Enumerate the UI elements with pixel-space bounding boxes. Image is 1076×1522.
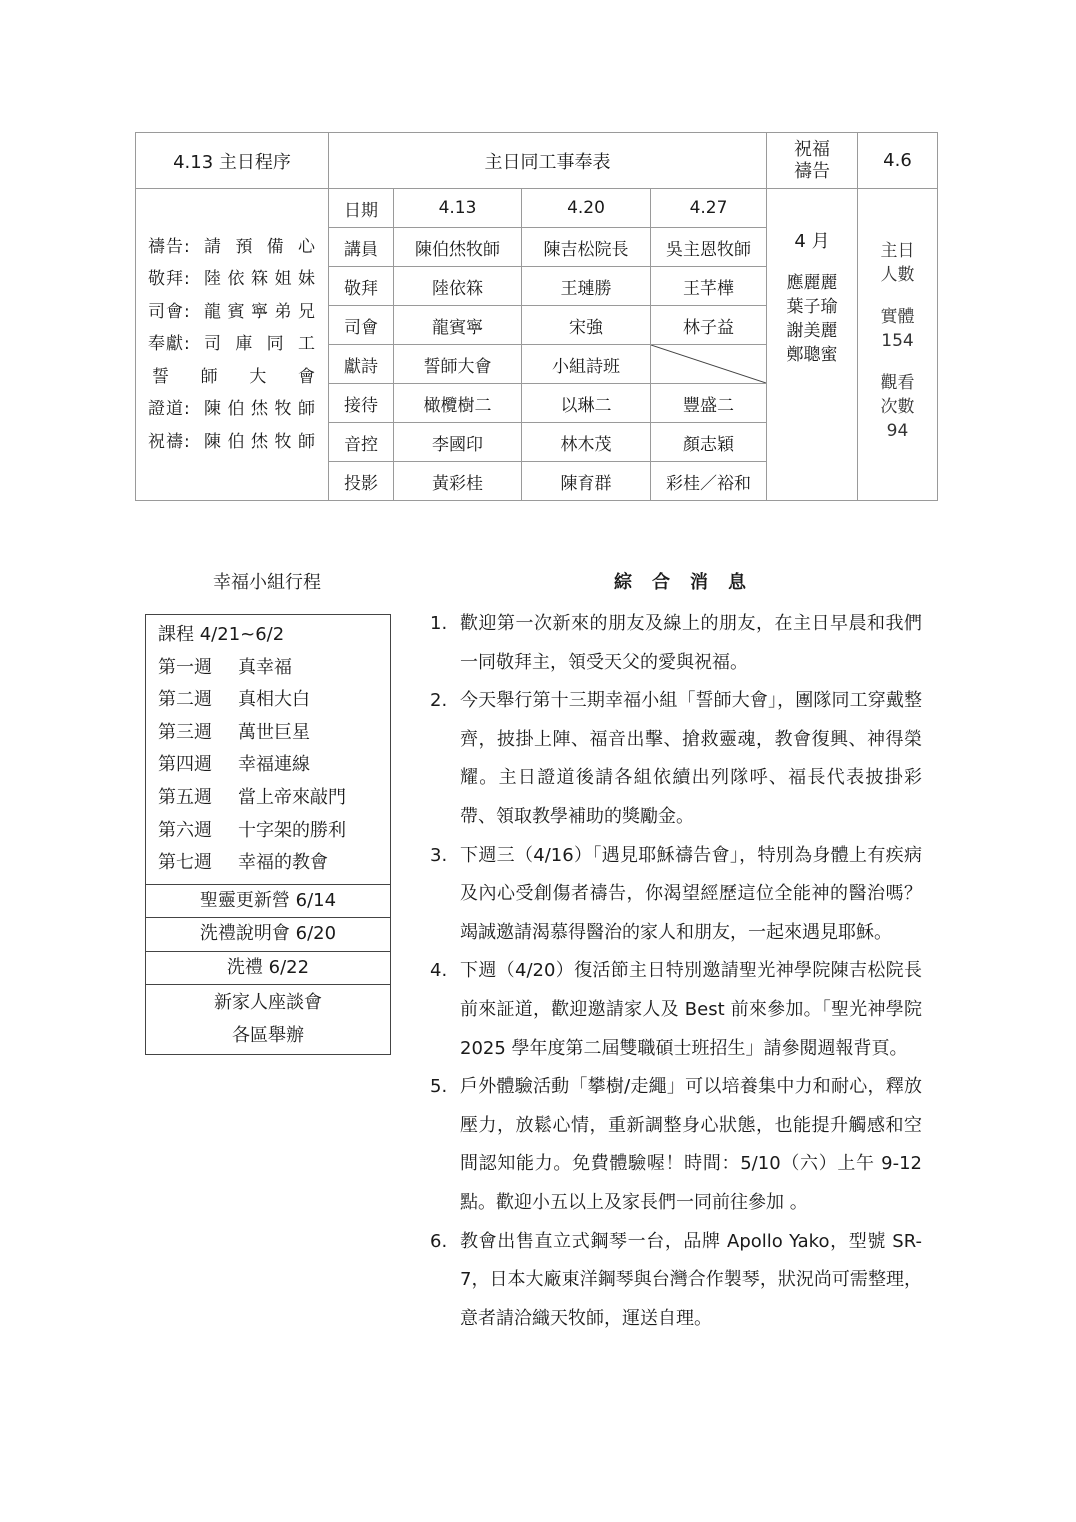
newcomer-line: 各區舉辦 (232, 1024, 304, 1046)
program-value: 陸 依 箖 姐 妹 (204, 269, 316, 290)
program-item: 祝禱: 陳 伯 烋 牧 師 (148, 426, 328, 459)
roster-role: 音控 (329, 423, 394, 462)
program-value: 請 預 備 心 (204, 236, 316, 257)
blessing-name: 應麗麗 (786, 273, 838, 293)
roster-cell: 吳主恩牧師 (651, 228, 767, 267)
blessing-date: 4.6 (858, 133, 938, 189)
roster-cell: 顏志穎 (651, 423, 767, 462)
views-label: 觀看 次數 (880, 373, 915, 417)
physical-count: 154 (881, 331, 914, 351)
roster-cell: 李國印 (394, 423, 522, 462)
roster-cell: 陳育群 (522, 462, 651, 501)
news-item: 1. 歡迎第一次新來的朋友及線上的朋友，在主日早晨和我們一同敬拜主，領受天父的愛與祝福。 (430, 613, 922, 673)
roster-role: 接待 (329, 384, 394, 423)
roster-cell: 豐盛二 (651, 384, 767, 423)
blessing-name: 鄭聰蜜 (786, 345, 838, 365)
blessing-names (767, 189, 858, 501)
course-week: 第二週 真相大白 (158, 689, 310, 711)
program-value: 陳 伯 烋 牧 師 (204, 399, 316, 420)
roster-role: 獻詩 (329, 345, 394, 384)
roster-cell: 以琳二 (522, 384, 651, 423)
views-count: 94 (886, 421, 909, 441)
roster-cell: 陳吉松院長 (522, 228, 651, 267)
blessing-name: 謝美麗 (786, 321, 838, 341)
program-title: 4.13 主日程序 (136, 133, 329, 189)
event-item: 洗禮 6/22 (146, 951, 390, 985)
roster-cell: 陸依箖 (394, 267, 522, 306)
event-item: 聖靈更新營 6/14 (146, 884, 390, 918)
course-week: 第五週 當上帝來敲門 (158, 786, 346, 808)
roster-cell: 橄欖樹二 (394, 384, 522, 423)
group-schedule (145, 614, 391, 1055)
roster-cell: 林子益 (651, 306, 767, 345)
course-header: 課程 4/21~6/2 (158, 624, 285, 645)
program-item: 敬拜: 陸 依 箖 姐 妹 (148, 263, 328, 296)
blessing-month: 4 月 (794, 231, 830, 252)
blessing-title: 祝福 禱告 (767, 133, 858, 189)
roster-cell: 黃彩桂 (394, 462, 522, 501)
news-item: 3. 下週三（4/16）「遇見耶穌禱告會」，特別為身體上有疾病及內心受創傷者禱告，你渴望經歷這位全能神的醫治嗎？竭誠邀請渴慕得醫治的家人和朋友，一起來遇見耶穌。 (430, 844, 922, 943)
course-list (146, 615, 390, 884)
news-title: 綜合消息 (614, 572, 766, 593)
course-week: 第四週 幸福連線 (158, 754, 310, 776)
roster-cell: 王芊樺 (651, 267, 767, 306)
blessing-name: 葉子瑜 (786, 297, 838, 317)
course-week: 第三週 萬世巨星 (158, 721, 310, 743)
program-item: 奉獻: 司 庫 同 工 (148, 328, 328, 361)
course-week: 第七週 幸福的教會 (158, 852, 328, 874)
roster-header-date: 4.13 (394, 189, 522, 228)
roster-cell-empty (651, 345, 767, 384)
newcomer-line: 新家人座談會 (214, 992, 322, 1014)
roster-cell: 小組詩班 (522, 345, 651, 384)
event-item: 洗禮說明會 6/20 (146, 917, 390, 951)
roster-cell: 陳伯烋牧師 (394, 228, 522, 267)
roster-header-date: 4.27 (651, 189, 767, 228)
course-week: 第六週 十字架的勝利 (158, 819, 346, 841)
roster-cell: 王璉勝 (522, 267, 651, 306)
physical-label: 實體 (880, 307, 915, 327)
news-list (430, 605, 922, 1338)
newcomer-event (146, 984, 390, 1054)
roster-cell: 誓師大會 (394, 345, 522, 384)
program-item: 司會: 龍 賓 寧 弟 兄 (148, 296, 328, 329)
roster-cell: 宋強 (522, 306, 651, 345)
roster-role: 敬拜 (329, 267, 394, 306)
program-value: 龍 賓 寧 弟 兄 (204, 301, 316, 322)
program-value: 誓 師 大 會 (152, 366, 316, 387)
roster-role: 投影 (329, 462, 394, 501)
program-item: 證道: 陳 伯 烋 牧 師 (148, 393, 328, 426)
roster-cell: 龍賓寧 (394, 306, 522, 345)
roster-title: 主日同工事奉表 (329, 133, 767, 189)
group-title: 幸福小組行程 (213, 572, 321, 593)
program-value: 司 庫 同 工 (204, 334, 316, 355)
attendance-label: 主日 人數 (880, 241, 915, 285)
program-value: 陳 伯 烋 牧 師 (204, 431, 316, 452)
service-table (135, 132, 938, 501)
program-item (148, 361, 328, 394)
news-item: 4. 下週（4/20）復活節主日特別邀請聖光神學院陳吉松院長前來証道，歡迎邀請家人及 Best 前來參加。「聖光神學院 2025 學年度第二屆雙職碩士班招生」請參閱週報背頁。 (430, 960, 922, 1059)
roster-header-role: 日期 (329, 189, 394, 228)
news-item: 6. 教會出售直立式鋼琴一台，品牌 Apollo Yako，型號 SR-7，日本大廠東洋鋼琴與台灣合作製琴，狀況尚可需整理，意者請洽織天牧師，運送自理。 (430, 1230, 922, 1329)
roster-cell: 林木茂 (522, 423, 651, 462)
news-item: 2. 今天舉行第十三期幸福小組「誓師大會」，團隊同工穿戴整齊，披掛上陣、福音出擊、搶救靈魂，教會復興、神得榮耀。主日證道後請各組依續出列隊呼、福長代表披掛彩帶、領取教學補助的獎勵金。 (430, 690, 922, 827)
attendance (858, 189, 938, 501)
program-list (136, 189, 329, 501)
diagonal-line-icon (651, 345, 766, 383)
roster-header-date: 4.20 (522, 189, 651, 228)
roster-role: 講員 (329, 228, 394, 267)
roster-role: 司會 (329, 306, 394, 345)
news-item: 5. 戶外體驗活動「攀樹/走繩」可以培養集中力和耐心，釋放壓力，放鬆心情，重新調整身心狀態，也能提升觸感和空間認知能力。免費體驗喔！時間：5/10（六）上午 9-12 點。歡迎小五以上及家長們一同前往參加 。 (430, 1076, 922, 1213)
roster-cell: 彩桂／裕和 (651, 462, 767, 501)
course-week: 第一週 真幸福 (158, 656, 292, 678)
program-item: 禱告: 請 預 備 心 (148, 231, 328, 264)
